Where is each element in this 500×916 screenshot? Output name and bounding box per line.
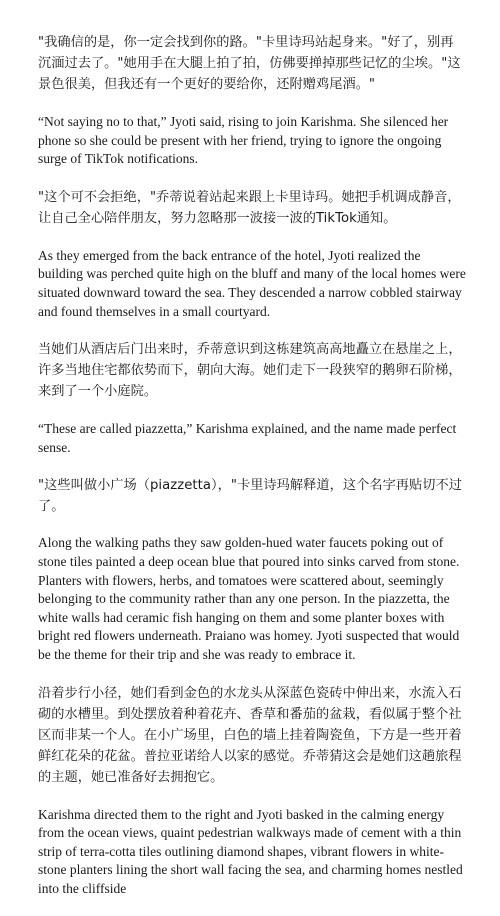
- document-page: [38, 32, 466, 916]
- paragraph-en-5: Karishma directed them to the right and Jyoti basked in the calming energy from the ocean views, quaint pedestrian walkways made of cement with a thin strip of terra-cotta tiles outlining diamond shapes, vibrant flowers in white-stone planters lining the short wall facing the sea, and charming homes nestled into the cliffside: [38, 806, 463, 896]
- paragraph-zh-5: 沿着步行小径，她们看到金色的水龙头从深蓝色瓷砖中伸出来，水流入石砌的水槽里。到处摆放着种着花卉、香草和番茄的盆栽，看似属于整个社区而非某一个人。在小广场里，白色的墙上挂着陶瓷鱼，下方是一些开着鲜红花朵的花盆。普拉亚诺给人以家的感觉。乔蒂猜这会是她们这趟旅程的主题，她已准备好去拥抱它。: [38, 685, 462, 785]
- paragraph-zh-3: 当她们从酒店后门出来时，乔蒂意识到这栋建筑高高地矗立在悬崖之上，许多当地住宅都依势而下，朝向大海。她们走下一段狭窄的鹅卵石阶梯，来到了一个小庭院。: [38, 342, 462, 400]
- paragraph-en-2: As they emerged from the back entrance of the hotel, Jyoti realized the building was perched quite high on the bluff and many of the local homes were situated downward toward the sea. They descended a narrow cobbled stairway and found themselves in a small courtyard.: [38, 247, 466, 319]
- paragraph-en-1: “Not saying no to that,” Jyoti said, rising to join Karishma. She silenced her phone so she could be present with her friend, trying to ignore the ongoing surge of TikTok notifications.: [38, 114, 449, 167]
- paragraph-en-3: “These are called piazzetta,” Karishma explained, and the name made perfect sense.: [38, 421, 457, 455]
- paragraph-en-4: Along the walking paths they saw golden-hued water faucets poking out of stone tiles painted a deep ocean blue that poured into sinks carved from stone. Planters with flowers, herbs, and tomatoes were scattered about, seemingly belonging to the community rather than any one person. In the piazzetta, the white walls had ceramic fish hanging on them and some planter boxes with bright red flowers underneath. Praiano was homey. Jyoti suspected that would be the theme for their trip and she was ready to embrace it.: [38, 535, 460, 662]
- paragraph-zh-2: "这个可不会拒绝，"乔蒂说着站起来跟上卡里诗玛。她把手机调成静音，让自己全心陪伴朋友，努力忽略那一波接一波的TikTok通知。: [38, 189, 461, 226]
- paragraph-zh-1: "我确信的是，你一定会找到你的路。"卡里诗玛站起身来。"好了，别再沉湎过去了。"她用手在大腿上拍了拍，仿佛要掸掉那些记忆的尘埃。"这景色很美，但我还有一个更好的要给你，还附赠鸡尾酒。": [38, 35, 461, 92]
- paragraph-zh-4: "这些叫做小广场（piazzetta），"卡里诗玛解释道，这个名字再贴切不过了。: [38, 478, 462, 515]
